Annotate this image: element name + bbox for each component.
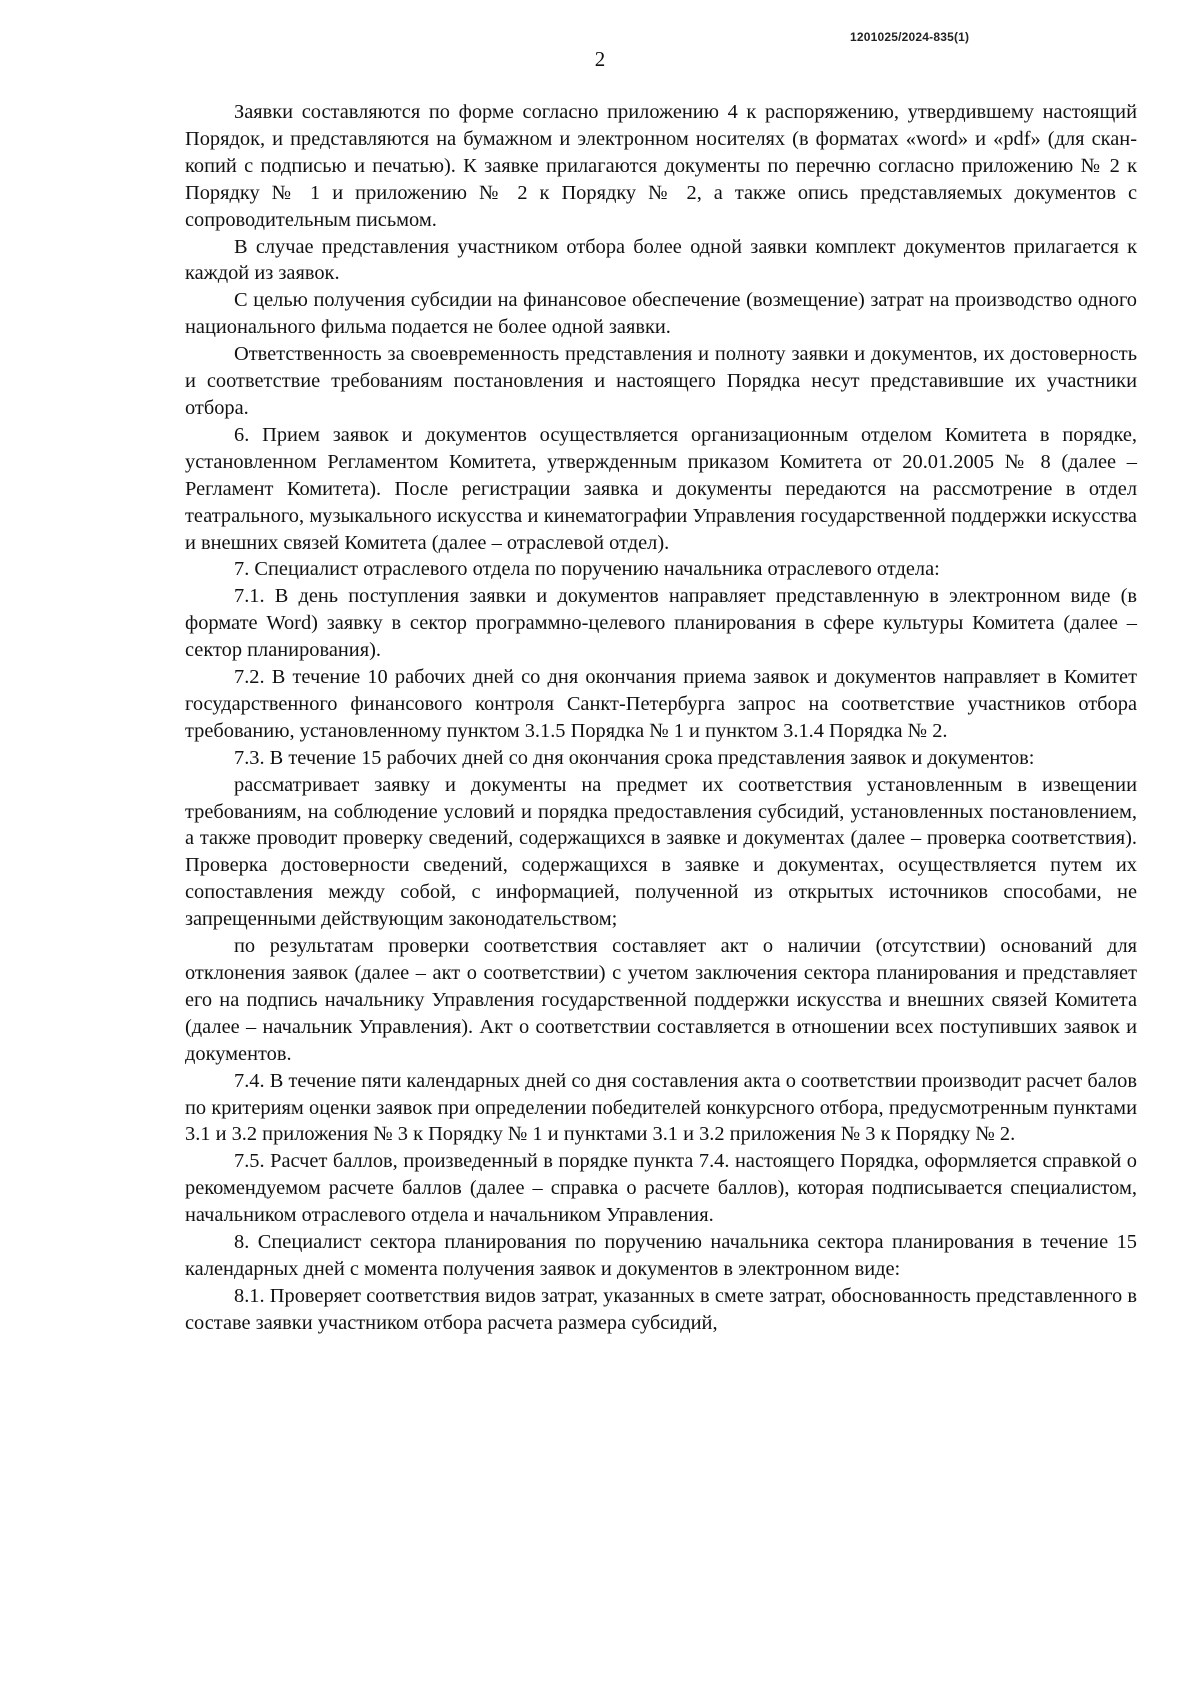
paragraph-item-7-3: 7.3. В течение 15 рабочих дней со дня окончания срока представления заявок и документов:	[234, 746, 1035, 769]
paragraph-item-7: 7. Специалист отраслевого отдела по поручению начальника отраслевого отдела:	[234, 558, 940, 581]
document-code: 1201025/2024-835(1)	[850, 30, 970, 44]
paragraph-item-7-3-act: по результатам проверки соответствия составляет акт о наличии (отсутствии) оснований для отклонения заявок (далее – акт о соответствии) с учетом заключения сектора планирования и представляет его на подпись начальнику Управления государственной поддержки искусства и внешних связей Комитета (далее – начальник Управления). Акт о соответствии составляется в отношении всех поступивших заявок и документов.	[185, 935, 1137, 1065]
paragraph-responsibility: Ответственность за своевременность представления и полноту заявки и документов, их достоверность и соответствие требованиям постановления и настоящего Порядка несут представившие их участники отбора.	[185, 343, 1137, 419]
paragraph-item-7-2: 7.2. В течение 10 рабочих дней со дня окончания приема заявок и документов направляет в Комитет государственного финансового контроля Санкт-Петербурга запрос на соответствие участников отбора требованию, установленному пунктом 3.1.5 Порядка № 1 и пунктом 3.1.4 Порядка № 2.	[185, 666, 1137, 742]
paragraph-application-form: Заявки составляются по форме согласно приложению 4 к распоряжению, утвердившему настоящий Порядок, и представляются на бумажном и электронном носителях (в форматах «word» и «pdf» (для скан-копий с подписью и печатью). К заявке прилагаются документы по перечню согласно приложению № 2 к Порядку № 1 и приложению № 2 к Порядку № 2, а также опись представляемых документов с сопроводительным письмом.	[185, 101, 1137, 231]
paragraph-item-7-5: 7.5. Расчет баллов, произведенный в порядке пункта 7.4. настоящего Порядка, оформляется справкой о рекомендуемом расчете баллов (далее – справка о расчете баллов), которая подписывается специалистом, начальником отраслевого отдела и начальником Управления.	[185, 1150, 1137, 1227]
paragraph-one-application-per-film: С целью получения субсидии на финансовое обеспечение (возмещение) затрат на производство одного национального фильма подается не более одной заявки.	[185, 289, 1137, 339]
paragraph-item-6: 6. Прием заявок и документов осуществляется организационным отделом Комитета в порядке, установленном Регламентом Комитета, утвержденным приказом Комитета от 20.01.2005 № 8 (далее – Регламент Комитета). После регистрации заявка и документы передаются на рассмотрение в отдел театрального, музыкального искусства и кинематографии Управления государственной поддержки искусства и внешних связей Комитета (далее – отраслевой отдел).	[185, 423, 1137, 554]
paragraph-item-7-3-review: рассматривает заявку и документы на предмет их соответствия установленным в извещении требованиям, на соблюдение условий и порядка предоставления субсидий, установленных постановлением, а также проводит проверку сведений, содержащихся в заявке и документах (далее – проверка соответствия). Проверка достоверности сведений, содержащихся в заявке и документах, осуществляется путем их сопоставления между собой, с информацией, полученной из открытых источников способами, не запрещенными действующим законодательством;	[185, 773, 1137, 931]
paragraph-multiple-applications: В случае представления участником отбора более одной заявки комплект документов прилагается к каждой из заявок.	[185, 235, 1137, 285]
document-body	[185, 99, 1137, 1337]
paragraph-item-7-4: 7.4. В течение пяти календарных дней со дня составления акта о соответствии производит расчет балов по критериям оценки заявок при определении победителей конкурсного отбора, предусмотренным пунктами 3.1 и 3.2 приложения № 3 к Порядку № 1 и пунктами 3.1 и 3.2 приложения № 3 к Порядку № 2.	[185, 1069, 1137, 1146]
paragraph-item-8-1: 8.1. Проверяет соответствия видов затрат, указанных в смете затрат, обоснованность представленного в составе заявки участником отбора расчета размера субсидий,	[185, 1284, 1137, 1334]
paragraph-item-7-1: 7.1. В день поступления заявки и документов направляет представленную в электронном виде (в формате Word) заявку в сектор программно-целевого планирования в сфере культуры Комитета (далее – сектор планирования).	[185, 585, 1137, 662]
page-number: 2	[594, 47, 606, 71]
paragraph-item-8: 8. Специалист сектора планирования по поручению начальника сектора планирования в течение 15 календарных дней с момента получения заявок и документов в электронном виде:	[185, 1231, 1137, 1280]
